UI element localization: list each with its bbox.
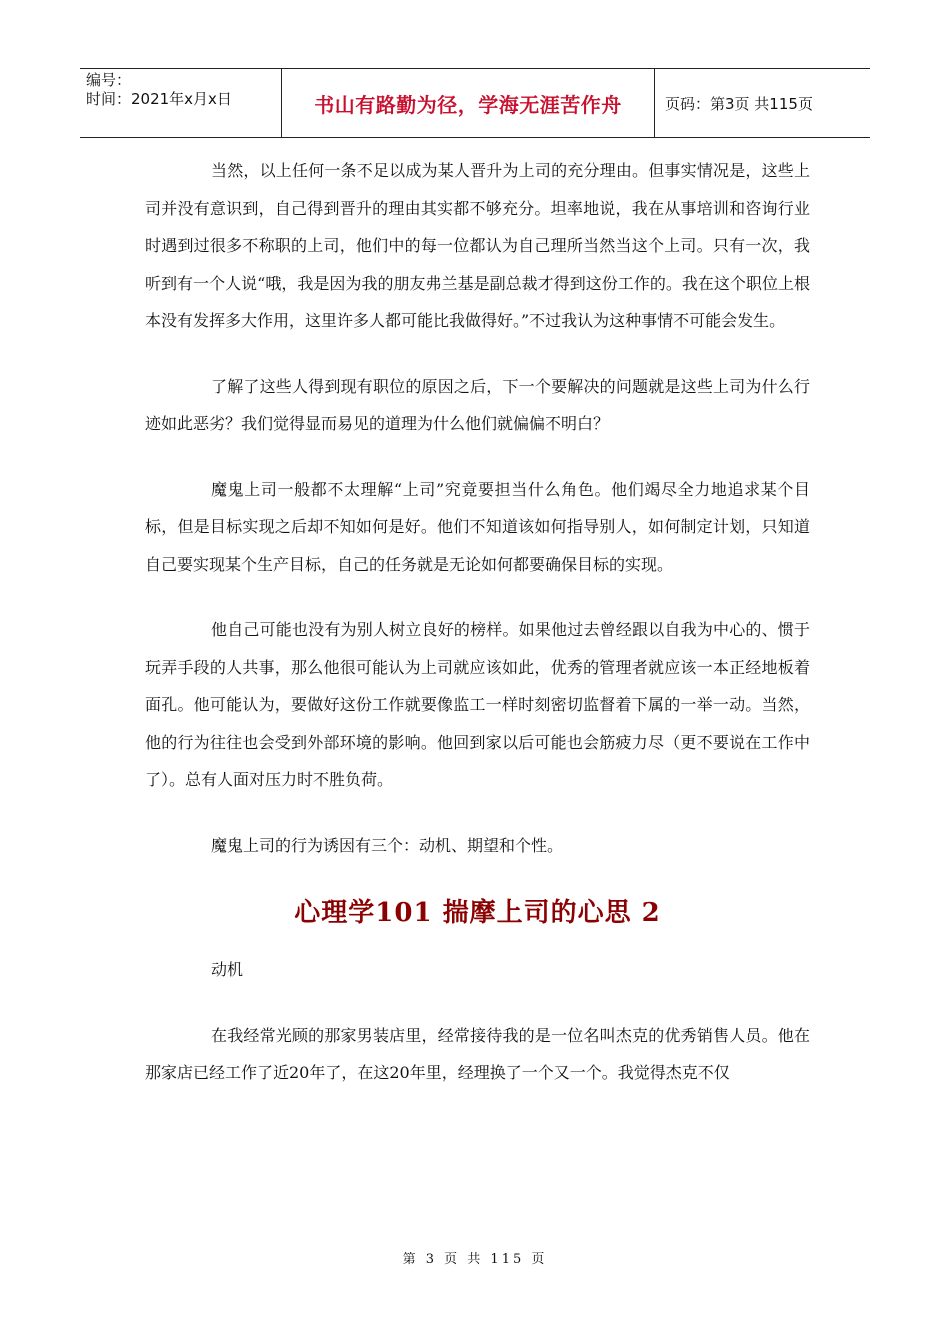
header-table (80, 68, 870, 138)
document-body (145, 152, 810, 1120)
paragraph-5: 魔鬼上司的行为诱因有三个：动机、期望和个性。 (211, 835, 564, 855)
section-paragraph-1: 在我经常光顾的那家男装店里，经常接待我的是一位名叫杰克的优秀销售人员。他在那家店已经工作了近20年了，在这20年里，经理换了一个又一个。我觉得杰克不仅 (145, 1025, 810, 1082)
doc-number-label: 编号： (86, 71, 132, 89)
header-motto: 书山有路勤为径，学海无涯苦作舟 (282, 69, 655, 137)
header-page-info: 页码：第3页 共115页 (665, 94, 813, 113)
page-footer: 第 3 页 共 115 页 (402, 1252, 548, 1267)
header-meta (80, 69, 282, 137)
doc-time-label: 时间：2021年x月x日 (86, 90, 232, 108)
section-title: 心理学101 揣摩上司的心思 2 (294, 898, 661, 928)
paragraph-4: 他自己可能也没有为别人树立良好的榜样。如果他过去曾经跟以自我为中心的、惯于玩弄手段的人共事，那么他很可能认为上司就应该如此，优秀的管理者就应该一本正经地板着面孔。他可能认为，要做好这份工作就要像监工一样时刻密切监督着下属的一举一动。当然，他的行为往往也会受到外部环境的影响。他回到家以后可能也会筋疲力尽（更不要说在工作中了）。总有人面对压力时不胜负荷。 (145, 620, 810, 789)
paragraph-1: 当然，以上任何一条不足以成为某人晋升为上司的充分理由。但事实情况是，这些上司并没有意识到，自己得到晋升的理由其实都不够充分。坦率地说，我在从事培训和咨询行业时遇到过很多不称职的上司，他们中的每一位都认为自己理所当然当这个上司。只有一次，我听到有一个人说“哦，我是因为我的朋友弗兰基是副总裁才得到这份工作的。我在这个职位上根本没有发挥多大作用，这里许多人都可能比我做得好。”不过我认为这种事情不可能会发生。 (145, 161, 810, 330)
paragraph-2: 了解了这些人得到现有职位的原因之后，下一个要解决的问题就是这些上司为什么行迹如此恶劣？我们觉得显而易见的道理为什么他们就偏偏不明白？ (145, 376, 810, 433)
paragraph-3: 魔鬼上司一般都不太理解“上司”究竟要担当什么角色。他们竭尽全力地追求某个目标，但是目标实现之后却不知如何是好。他们不知道该如何指导别人，如何制定计划，只知道自己要实现某个生产目标，自己的任务就是无论如何都要确保目标的实现。 (145, 479, 810, 574)
section-subheading: 动机 (211, 960, 244, 979)
